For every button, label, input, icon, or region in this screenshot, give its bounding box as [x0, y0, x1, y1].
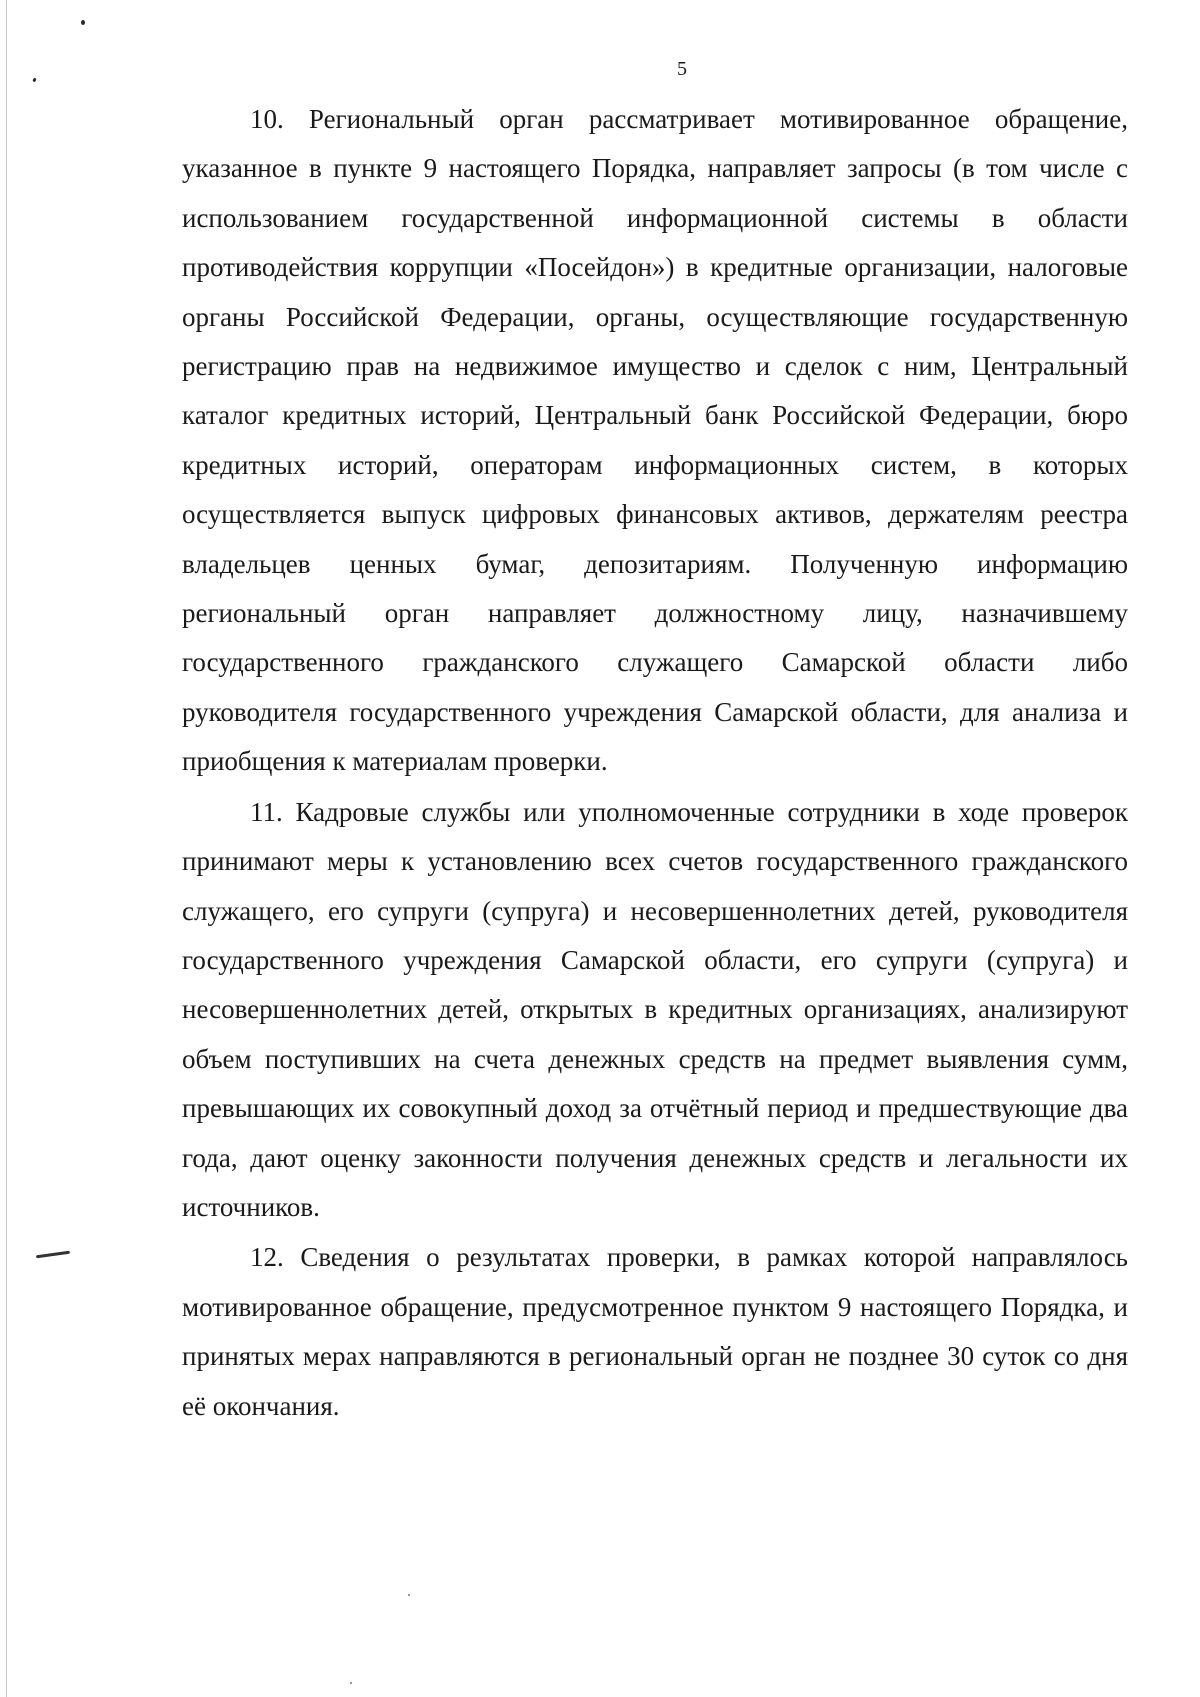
paragraph-10: 10. Региональный орган рассматривает мотивированное обращение, указанное в пункте 9 настоящего Порядка, направляет запросы (в том числе с использованием государственной информационной системы в области противодействия коррупции «Посейдон») в кредитные организации, налоговые органы Российской Федерации, органы, осуществляющие государственную регистрацию прав на недвижимое имущество и сделок с ним, Центральный каталог кредитных историй, Центральный банк Российской Федерации, бюро кредитных историй, операторам информационных систем, в которых осуществляется выпуск цифровых финансовых активов, держателям реестра владельцев ценных бумаг, депозитариям. Полученную информацию региональный орган направляет должностному лицу, назначившему государственного гражданского служащего Самарской области либо руководителя государственного учреждения Самарской области, для анализа и приобщения к материалам проверки. — [182, 104, 1128, 777]
document-body — [182, 95, 1128, 1431]
paragraph-12: 12. Сведения о результатах проверки, в рамках которой направлялось мотивированное обращение, предусмотренное пунктом 9 настоящего Порядка, и принятых мерах направляются в региональный орган не позднее 30 суток со дня её окончания. — [182, 1242, 1128, 1421]
scan-edge-line — [6, 0, 7, 1697]
scan-speck — [81, 20, 85, 25]
page-number: 5 — [677, 58, 687, 80]
margin-mark — [36, 1251, 70, 1259]
scan-speck — [350, 1682, 352, 1684]
scan-speck — [408, 1594, 410, 1596]
paragraph-11: 11. Кадровые службы или уполномоченные сотрудники в ходе проверок принимают меры к установлению всех счетов государственного гражданского служащего, его супруги (супруга) и несовершеннолетних детей, руководителя государственного учреждения Самарской области, его супруги (супруга) и несовершеннолетних детей, открытых в кредитных организациях, анализируют объем поступивших на счета денежных средств на предмет выявления сумм, превышающих их совокупный доход за отчётный период и предшествующие два года, дают оценку законности получения денежных средств и легальности их источников. — [182, 796, 1128, 1222]
